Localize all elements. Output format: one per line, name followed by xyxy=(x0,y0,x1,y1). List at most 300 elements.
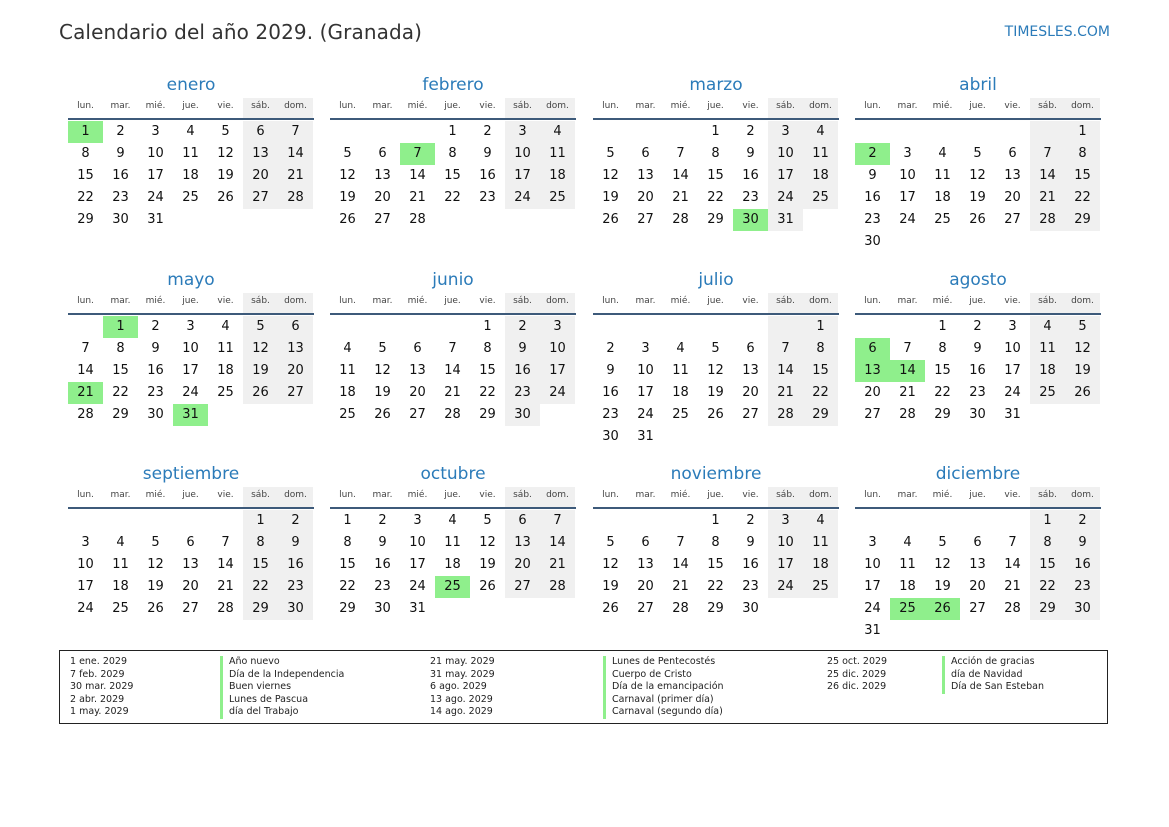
day-cell[interactable]: 26 xyxy=(969,212,986,227)
day-cell[interactable]: 14 xyxy=(672,557,689,572)
day-cell[interactable]: 23 xyxy=(112,190,129,205)
day-cell[interactable]: 29 xyxy=(77,212,94,227)
day-cell[interactable]: 18 xyxy=(899,579,916,594)
day-cell[interactable]: 16 xyxy=(742,168,759,183)
holiday-day[interactable]: 1 xyxy=(103,316,138,338)
day-cell[interactable]: 10 xyxy=(1004,341,1021,356)
holiday-day[interactable]: 26 xyxy=(925,598,960,620)
day-cell[interactable]: 24 xyxy=(540,382,575,404)
day-cell[interactable]: 1 xyxy=(343,513,352,528)
day-cell[interactable]: 4 xyxy=(903,535,912,550)
day-cell[interactable]: 11 xyxy=(899,557,916,572)
day-cell[interactable]: 3 xyxy=(868,535,877,550)
day-cell[interactable]: 8 xyxy=(448,146,457,161)
day-cell[interactable]: 9 xyxy=(278,532,313,554)
day-cell[interactable]: 23 xyxy=(374,579,391,594)
day-cell[interactable]: 29 xyxy=(707,601,724,616)
day-cell[interactable]: 6 xyxy=(641,535,650,550)
day-cell[interactable]: 4 xyxy=(803,121,838,143)
day-cell[interactable]: 13 xyxy=(182,557,199,572)
day-cell[interactable]: 14 xyxy=(77,363,94,378)
day-cell[interactable]: 15 xyxy=(803,360,838,382)
day-cell[interactable]: 10 xyxy=(768,143,803,165)
day-cell[interactable]: 23 xyxy=(147,385,164,400)
day-cell[interactable]: 10 xyxy=(540,338,575,360)
day-cell[interactable]: 7 xyxy=(903,341,912,356)
day-cell[interactable]: 21 xyxy=(1030,187,1065,209)
day-cell[interactable]: 4 xyxy=(540,121,575,143)
day-cell[interactable]: 4 xyxy=(1030,316,1065,338)
day-cell[interactable]: 4 xyxy=(186,124,195,139)
day-cell[interactable]: 14 xyxy=(768,360,803,382)
day-cell[interactable]: 3 xyxy=(81,535,90,550)
day-cell[interactable]: 24 xyxy=(768,187,803,209)
day-cell[interactable]: 3 xyxy=(641,341,650,356)
day-cell[interactable]: 13 xyxy=(637,168,654,183)
day-cell[interactable]: 30 xyxy=(147,407,164,422)
day-cell[interactable]: 28 xyxy=(217,601,234,616)
day-cell[interactable]: 17 xyxy=(637,385,654,400)
day-cell[interactable]: 15 xyxy=(112,363,129,378)
day-cell[interactable]: 1 xyxy=(938,319,947,334)
day-cell[interactable]: 23 xyxy=(479,190,496,205)
day-cell[interactable]: 11 xyxy=(112,557,129,572)
day-cell[interactable]: 6 xyxy=(641,146,650,161)
day-cell[interactable]: 18 xyxy=(444,557,461,572)
day-cell[interactable]: 10 xyxy=(768,532,803,554)
day-cell[interactable]: 9 xyxy=(973,341,982,356)
day-cell[interactable]: 4 xyxy=(221,319,230,334)
day-cell[interactable]: 16 xyxy=(1065,554,1100,576)
day-cell[interactable]: 16 xyxy=(505,360,540,382)
day-cell[interactable]: 9 xyxy=(151,341,160,356)
day-cell[interactable]: 10 xyxy=(899,168,916,183)
day-cell[interactable]: 12 xyxy=(602,557,619,572)
day-cell[interactable]: 29 xyxy=(479,407,496,422)
day-cell[interactable]: 7 xyxy=(278,121,313,143)
day-cell[interactable]: 9 xyxy=(746,535,755,550)
day-cell[interactable]: 1 xyxy=(243,510,278,532)
day-cell[interactable]: 21 xyxy=(217,579,234,594)
day-cell[interactable]: 31 xyxy=(1004,407,1021,422)
day-cell[interactable]: 5 xyxy=(711,341,720,356)
day-cell[interactable]: 19 xyxy=(969,190,986,205)
day-cell[interactable]: 11 xyxy=(540,143,575,165)
day-cell[interactable]: 8 xyxy=(1065,143,1100,165)
day-cell[interactable]: 8 xyxy=(938,341,947,356)
day-cell[interactable]: 22 xyxy=(934,385,951,400)
day-cell[interactable]: 24 xyxy=(409,579,426,594)
day-cell[interactable]: 24 xyxy=(147,190,164,205)
day-cell[interactable]: 12 xyxy=(479,535,496,550)
day-cell[interactable]: 13 xyxy=(637,557,654,572)
day-cell[interactable]: 5 xyxy=(973,146,982,161)
day-cell[interactable]: 15 xyxy=(479,363,496,378)
day-cell[interactable]: 2 xyxy=(505,316,540,338)
day-cell[interactable]: 2 xyxy=(746,513,755,528)
day-cell[interactable]: 21 xyxy=(278,165,313,187)
day-cell[interactable]: 1 xyxy=(1065,121,1100,143)
day-cell[interactable]: 18 xyxy=(112,579,129,594)
day-cell[interactable]: 3 xyxy=(1008,319,1017,334)
day-cell[interactable]: 8 xyxy=(1030,532,1065,554)
day-cell[interactable]: 21 xyxy=(899,385,916,400)
day-cell[interactable]: 11 xyxy=(672,363,689,378)
day-cell[interactable]: 25 xyxy=(934,212,951,227)
day-cell[interactable]: 23 xyxy=(1065,576,1100,598)
day-cell[interactable]: 11 xyxy=(803,532,838,554)
day-cell[interactable]: 10 xyxy=(182,341,199,356)
day-cell[interactable]: 9 xyxy=(746,146,755,161)
day-cell[interactable]: 23 xyxy=(969,385,986,400)
day-cell[interactable]: 28 xyxy=(77,407,94,422)
day-cell[interactable]: 29 xyxy=(339,601,356,616)
day-cell[interactable]: 21 xyxy=(768,382,803,404)
day-cell[interactable]: 5 xyxy=(938,535,947,550)
day-cell[interactable]: 25 xyxy=(339,407,356,422)
day-cell[interactable]: 16 xyxy=(864,190,881,205)
day-cell[interactable]: 21 xyxy=(672,579,689,594)
day-cell[interactable]: 18 xyxy=(540,165,575,187)
day-cell[interactable]: 12 xyxy=(243,338,278,360)
day-cell[interactable]: 11 xyxy=(217,341,234,356)
day-cell[interactable]: 30 xyxy=(742,601,759,616)
day-cell[interactable]: 24 xyxy=(505,187,540,209)
day-cell[interactable]: 6 xyxy=(505,510,540,532)
day-cell[interactable]: 28 xyxy=(672,212,689,227)
holiday-day[interactable]: 30 xyxy=(733,209,768,231)
day-cell[interactable]: 26 xyxy=(1065,382,1100,404)
day-cell[interactable]: 18 xyxy=(182,168,199,183)
day-cell[interactable]: 10 xyxy=(864,557,881,572)
day-cell[interactable]: 14 xyxy=(409,168,426,183)
day-cell[interactable]: 15 xyxy=(243,554,278,576)
day-cell[interactable]: 15 xyxy=(77,168,94,183)
day-cell[interactable]: 22 xyxy=(803,382,838,404)
day-cell[interactable]: 14 xyxy=(672,168,689,183)
day-cell[interactable]: 27 xyxy=(409,407,426,422)
day-cell[interactable]: 12 xyxy=(147,557,164,572)
day-cell[interactable]: 17 xyxy=(768,165,803,187)
day-cell[interactable]: 14 xyxy=(217,557,234,572)
day-cell[interactable]: 13 xyxy=(409,363,426,378)
day-cell[interactable]: 20 xyxy=(637,190,654,205)
day-cell[interactable]: 7 xyxy=(768,338,803,360)
day-cell[interactable]: 19 xyxy=(374,385,391,400)
day-cell[interactable]: 17 xyxy=(864,579,881,594)
day-cell[interactable]: 15 xyxy=(339,557,356,572)
day-cell[interactable]: 22 xyxy=(339,579,356,594)
day-cell[interactable]: 19 xyxy=(707,385,724,400)
day-cell[interactable]: 29 xyxy=(934,407,951,422)
day-cell[interactable]: 6 xyxy=(278,316,313,338)
day-cell[interactable]: 1 xyxy=(448,124,457,139)
day-cell[interactable]: 21 xyxy=(540,554,575,576)
day-cell[interactable]: 23 xyxy=(742,190,759,205)
day-cell[interactable]: 24 xyxy=(864,601,881,616)
day-cell[interactable]: 27 xyxy=(864,407,881,422)
day-cell[interactable]: 2 xyxy=(973,319,982,334)
day-cell[interactable]: 4 xyxy=(676,341,685,356)
day-cell[interactable]: 22 xyxy=(1030,576,1065,598)
day-cell[interactable]: 5 xyxy=(606,535,615,550)
holiday-day[interactable]: 1 xyxy=(68,121,103,143)
day-cell[interactable]: 25 xyxy=(803,187,838,209)
day-cell[interactable]: 18 xyxy=(1030,360,1065,382)
day-cell[interactable]: 4 xyxy=(938,146,947,161)
day-cell[interactable]: 28 xyxy=(278,187,313,209)
day-cell[interactable]: 17 xyxy=(147,168,164,183)
day-cell[interactable]: 27 xyxy=(1004,212,1021,227)
day-cell[interactable]: 13 xyxy=(505,532,540,554)
day-cell[interactable]: 14 xyxy=(278,143,313,165)
day-cell[interactable]: 3 xyxy=(151,124,160,139)
day-cell[interactable]: 14 xyxy=(540,532,575,554)
day-cell[interactable]: 19 xyxy=(147,579,164,594)
day-cell[interactable]: 27 xyxy=(374,212,391,227)
day-cell[interactable]: 20 xyxy=(637,579,654,594)
day-cell[interactable]: 1 xyxy=(803,316,838,338)
day-cell[interactable]: 14 xyxy=(444,363,461,378)
day-cell[interactable]: 16 xyxy=(969,363,986,378)
day-cell[interactable]: 23 xyxy=(505,382,540,404)
day-cell[interactable]: 1 xyxy=(711,124,720,139)
day-cell[interactable]: 27 xyxy=(505,576,540,598)
day-cell[interactable]: 18 xyxy=(803,554,838,576)
day-cell[interactable]: 31 xyxy=(147,212,164,227)
day-cell[interactable]: 22 xyxy=(479,385,496,400)
day-cell[interactable]: 16 xyxy=(742,557,759,572)
day-cell[interactable]: 6 xyxy=(378,146,387,161)
day-cell[interactable]: 29 xyxy=(1065,209,1100,231)
day-cell[interactable]: 4 xyxy=(448,513,457,528)
day-cell[interactable]: 6 xyxy=(746,341,755,356)
day-cell[interactable]: 2 xyxy=(278,510,313,532)
day-cell[interactable]: 30 xyxy=(374,601,391,616)
day-cell[interactable]: 10 xyxy=(147,146,164,161)
day-cell[interactable]: 21 xyxy=(672,190,689,205)
day-cell[interactable]: 8 xyxy=(711,146,720,161)
day-cell[interactable]: 17 xyxy=(768,554,803,576)
day-cell[interactable]: 15 xyxy=(1065,165,1100,187)
day-cell[interactable]: 20 xyxy=(278,360,313,382)
day-cell[interactable]: 3 xyxy=(540,316,575,338)
day-cell[interactable]: 10 xyxy=(77,557,94,572)
day-cell[interactable]: 16 xyxy=(374,557,391,572)
day-cell[interactable]: 18 xyxy=(672,385,689,400)
day-cell[interactable]: 24 xyxy=(637,407,654,422)
day-cell[interactable]: 25 xyxy=(672,407,689,422)
day-cell[interactable]: 5 xyxy=(151,535,160,550)
day-cell[interactable]: 11 xyxy=(444,535,461,550)
day-cell[interactable]: 22 xyxy=(1065,187,1100,209)
day-cell[interactable]: 5 xyxy=(606,146,615,161)
day-cell[interactable]: 14 xyxy=(1004,557,1021,572)
day-cell[interactable]: 22 xyxy=(707,579,724,594)
day-cell[interactable]: 22 xyxy=(707,190,724,205)
day-cell[interactable]: 5 xyxy=(1065,316,1100,338)
day-cell[interactable]: 20 xyxy=(182,579,199,594)
day-cell[interactable]: 28 xyxy=(899,407,916,422)
day-cell[interactable]: 30 xyxy=(112,212,129,227)
day-cell[interactable]: 3 xyxy=(505,121,540,143)
day-cell[interactable]: 16 xyxy=(112,168,129,183)
day-cell[interactable]: 17 xyxy=(1004,363,1021,378)
day-cell[interactable]: 5 xyxy=(243,316,278,338)
day-cell[interactable]: 26 xyxy=(602,601,619,616)
day-cell[interactable]: 18 xyxy=(339,385,356,400)
day-cell[interactable]: 6 xyxy=(243,121,278,143)
day-cell[interactable]: 24 xyxy=(899,212,916,227)
day-cell[interactable]: 2 xyxy=(1065,510,1100,532)
day-cell[interactable]: 4 xyxy=(343,341,352,356)
holiday-day[interactable]: 31 xyxy=(173,404,208,426)
day-cell[interactable]: 19 xyxy=(1065,360,1100,382)
day-cell[interactable]: 21 xyxy=(444,385,461,400)
day-cell[interactable]: 30 xyxy=(969,407,986,422)
day-cell[interactable]: 19 xyxy=(934,579,951,594)
day-cell[interactable]: 30 xyxy=(278,598,313,620)
day-cell[interactable]: 8 xyxy=(116,341,125,356)
day-cell[interactable]: 8 xyxy=(483,341,492,356)
day-cell[interactable]: 5 xyxy=(343,146,352,161)
holiday-day[interactable]: 13 xyxy=(855,360,890,382)
day-cell[interactable]: 9 xyxy=(483,146,492,161)
holiday-day[interactable]: 21 xyxy=(68,382,103,404)
day-cell[interactable]: 9 xyxy=(378,535,387,550)
day-cell[interactable]: 15 xyxy=(1030,554,1065,576)
day-cell[interactable]: 29 xyxy=(803,404,838,426)
day-cell[interactable]: 15 xyxy=(707,557,724,572)
holiday-day[interactable]: 7 xyxy=(400,143,435,165)
day-cell[interactable]: 31 xyxy=(768,209,803,231)
day-cell[interactable]: 16 xyxy=(479,168,496,183)
day-cell[interactable]: 28 xyxy=(540,576,575,598)
day-cell[interactable]: 20 xyxy=(969,579,986,594)
day-cell[interactable]: 11 xyxy=(339,363,356,378)
day-cell[interactable]: 18 xyxy=(934,190,951,205)
holiday-day[interactable]: 6 xyxy=(855,338,890,360)
day-cell[interactable]: 27 xyxy=(637,212,654,227)
day-cell[interactable]: 20 xyxy=(505,554,540,576)
day-cell[interactable]: 17 xyxy=(505,165,540,187)
day-cell[interactable]: 7 xyxy=(81,341,90,356)
day-cell[interactable]: 21 xyxy=(1004,579,1021,594)
day-cell[interactable]: 27 xyxy=(278,382,313,404)
day-cell[interactable]: 13 xyxy=(742,363,759,378)
holiday-day[interactable]: 14 xyxy=(890,360,925,382)
day-cell[interactable]: 11 xyxy=(803,143,838,165)
day-cell[interactable]: 12 xyxy=(707,363,724,378)
day-cell[interactable]: 28 xyxy=(409,212,426,227)
day-cell[interactable]: 26 xyxy=(602,212,619,227)
day-cell[interactable]: 25 xyxy=(540,187,575,209)
day-cell[interactable]: 23 xyxy=(602,407,619,422)
day-cell[interactable]: 23 xyxy=(864,212,881,227)
day-cell[interactable]: 9 xyxy=(868,168,877,183)
day-cell[interactable]: 22 xyxy=(77,190,94,205)
day-cell[interactable]: 15 xyxy=(444,168,461,183)
day-cell[interactable]: 24 xyxy=(182,385,199,400)
day-cell[interactable]: 25 xyxy=(803,576,838,598)
day-cell[interactable]: 27 xyxy=(969,601,986,616)
day-cell[interactable]: 2 xyxy=(606,341,615,356)
day-cell[interactable]: 22 xyxy=(112,385,129,400)
day-cell[interactable]: 24 xyxy=(1004,385,1021,400)
day-cell[interactable]: 26 xyxy=(479,579,496,594)
day-cell[interactable]: 2 xyxy=(746,124,755,139)
day-cell[interactable]: 13 xyxy=(374,168,391,183)
day-cell[interactable]: 4 xyxy=(803,510,838,532)
day-cell[interactable]: 17 xyxy=(182,363,199,378)
day-cell[interactable]: 20 xyxy=(864,385,881,400)
day-cell[interactable]: 8 xyxy=(711,535,720,550)
day-cell[interactable]: 10 xyxy=(637,363,654,378)
day-cell[interactable]: 13 xyxy=(1004,168,1021,183)
day-cell[interactable]: 30 xyxy=(1065,598,1100,620)
day-cell[interactable]: 30 xyxy=(505,404,540,426)
day-cell[interactable]: 7 xyxy=(448,341,457,356)
day-cell[interactable]: 5 xyxy=(378,341,387,356)
day-cell[interactable]: 1 xyxy=(483,319,492,334)
day-cell[interactable]: 6 xyxy=(973,535,982,550)
day-cell[interactable]: 31 xyxy=(409,601,426,616)
day-cell[interactable]: 26 xyxy=(243,382,278,404)
day-cell[interactable]: 3 xyxy=(413,513,422,528)
day-cell[interactable]: 7 xyxy=(1008,535,1017,550)
day-cell[interactable]: 7 xyxy=(221,535,230,550)
day-cell[interactable]: 17 xyxy=(409,557,426,572)
day-cell[interactable]: 26 xyxy=(217,190,234,205)
day-cell[interactable]: 20 xyxy=(1004,190,1021,205)
day-cell[interactable]: 10 xyxy=(409,535,426,550)
day-cell[interactable]: 9 xyxy=(1065,532,1100,554)
day-cell[interactable]: 28 xyxy=(1004,601,1021,616)
day-cell[interactable]: 3 xyxy=(903,146,912,161)
day-cell[interactable]: 11 xyxy=(182,146,199,161)
day-cell[interactable]: 20 xyxy=(243,165,278,187)
day-cell[interactable]: 20 xyxy=(374,190,391,205)
day-cell[interactable]: 28 xyxy=(672,601,689,616)
day-cell[interactable]: 31 xyxy=(637,429,654,444)
day-cell[interactable]: 15 xyxy=(934,363,951,378)
day-cell[interactable]: 22 xyxy=(243,576,278,598)
day-cell[interactable]: 8 xyxy=(803,338,838,360)
day-cell[interactable]: 17 xyxy=(77,579,94,594)
day-cell[interactable]: 3 xyxy=(768,121,803,143)
day-cell[interactable]: 26 xyxy=(707,407,724,422)
day-cell[interactable]: 16 xyxy=(278,554,313,576)
day-cell[interactable]: 3 xyxy=(186,319,195,334)
day-cell[interactable]: 16 xyxy=(147,363,164,378)
day-cell[interactable]: 26 xyxy=(147,601,164,616)
day-cell[interactable]: 16 xyxy=(602,385,619,400)
day-cell[interactable]: 24 xyxy=(77,601,94,616)
day-cell[interactable]: 28 xyxy=(768,404,803,426)
day-cell[interactable]: 8 xyxy=(343,535,352,550)
day-cell[interactable]: 21 xyxy=(409,190,426,205)
day-cell[interactable]: 12 xyxy=(1065,338,1100,360)
day-cell[interactable]: 14 xyxy=(1030,165,1065,187)
day-cell[interactable]: 2 xyxy=(116,124,125,139)
day-cell[interactable]: 12 xyxy=(934,557,951,572)
day-cell[interactable]: 6 xyxy=(186,535,195,550)
day-cell[interactable]: 12 xyxy=(217,146,234,161)
day-cell[interactable]: 19 xyxy=(243,360,278,382)
day-cell[interactable]: 8 xyxy=(243,532,278,554)
day-cell[interactable]: 9 xyxy=(116,146,125,161)
day-cell[interactable]: 27 xyxy=(637,601,654,616)
